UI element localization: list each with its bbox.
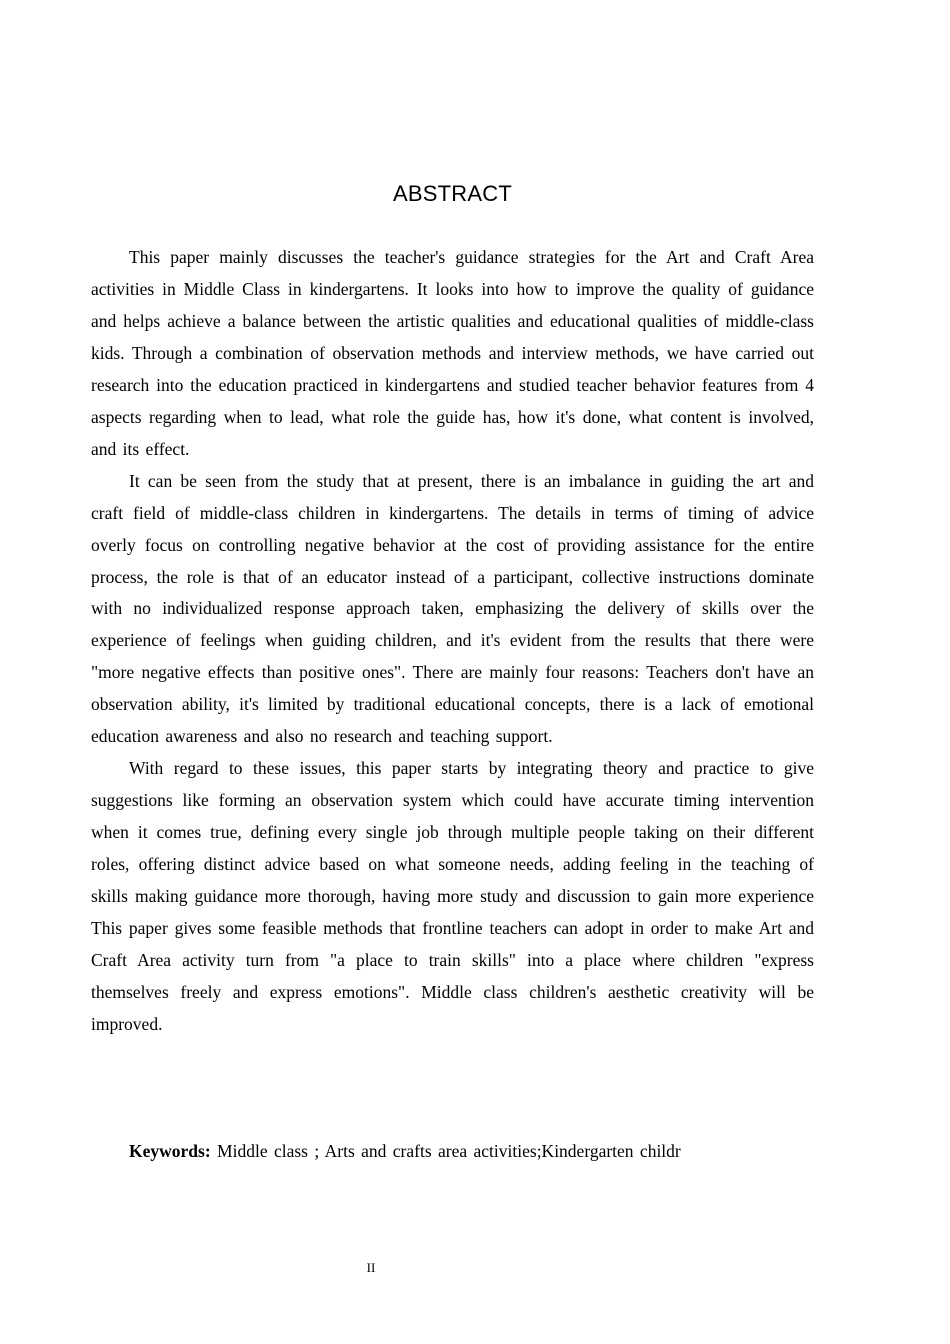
keywords-text: Middle class ; Arts and crafts area activities;Kindergarten childr xyxy=(217,1141,681,1161)
keywords-line xyxy=(129,1136,849,1166)
abstract-title: ABSTRACT xyxy=(393,181,512,206)
abstract-paragraph-3: With regard to these issues, this paper starts by integrating theory and practice to give suggestions like forming an observation system which could have accurate timing intervention when it comes true, defining every single job through multiple people taking on their different roles, offering distinct advice based on what someone needs, adding feeling in the teaching of skills making guidance more thorough, having more study and discussion to gain more experience This paper gives some feasible methods that frontline teachers can adopt in order to make Art and Craft Area activity turn from "a place to train skills" into a place where children "express themselves freely and express emotions". Middle class children's aesthetic creativity will be improved. xyxy=(91,758,814,1034)
abstract-paragraph-2: It can be seen from the study that at present, there is an imbalance in guiding the art and craft field of middle-class children in kindergartens. The details in terms of timing of advice overly focus on controlling negative behavior at the cost of providing assistance for the entire process, the role is that of an educator instead of a participant, collective instructions dominate with no individualized response approach taken, emphasizing the delivery of skills over the experience of feelings when guiding children, and it's evident from the results that there were "more negative effects than positive ones". There are mainly four reasons: Teachers don't have an observation ability, it's limited by traditional educational concepts, there is a lack of emotional education awareness and also no research and teaching support. xyxy=(91,470,814,747)
page-number: II xyxy=(366,1260,376,1275)
keywords-label: Keywords: xyxy=(129,1141,211,1161)
abstract-body xyxy=(91,242,814,1041)
abstract-paragraph-1: This paper mainly discusses the teacher's guidance strategies for the Art and Craft Area activities in Middle Class in kindergartens. It looks into how to improve the quality of guidance and helps achieve a balance between the artistic qualities and educational qualities of middle-class kids. Through a combination of observation methods and interview methods, we have carried out research into the education practiced in kindergartens and studied teacher behavior features from 4 aspects regarding when to lead, what role the guide has, how it's done, what content is involved, and its effect. xyxy=(91,247,814,459)
